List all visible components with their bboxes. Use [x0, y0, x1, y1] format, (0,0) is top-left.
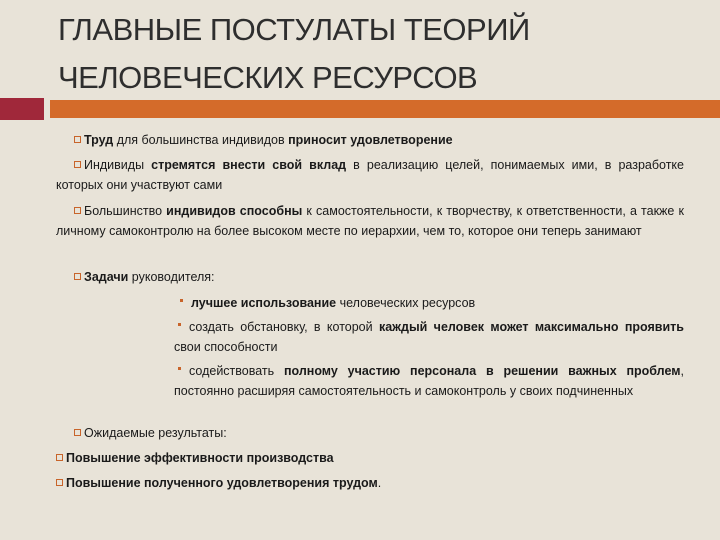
- title-line-2: ЧЕЛОВЕЧЕСКИХ РЕСУРСОВ: [58, 60, 478, 95]
- slide-content: [56, 128, 684, 493]
- result-item-2: Повышение полученного удовлетворения трудом.: [56, 473, 684, 493]
- square-bullet-icon: [74, 161, 81, 168]
- square-bullet-icon: [56, 454, 63, 461]
- dot-bullet-icon: [178, 323, 181, 326]
- accent-bar-red: [0, 98, 44, 120]
- title-line-1: ГЛАВНЫЕ ПОСТУЛАТЫ ТЕОРИЙ: [58, 12, 530, 47]
- bullet-results: Ожидаемые результаты:: [56, 423, 684, 443]
- square-bullet-icon: [74, 429, 81, 436]
- dot-bullet-icon: [178, 367, 181, 370]
- task-item-1: лучшее использование человеческих ресурсов: [174, 293, 684, 313]
- square-bullet-icon: [74, 273, 81, 280]
- square-bullet-icon: [74, 207, 81, 214]
- task-item-2: создать обстановку, в которой каждый человек может максимально проявить свои способности: [174, 320, 684, 354]
- dot-bullet-icon: [180, 299, 183, 302]
- square-bullet-icon: [56, 479, 63, 486]
- accent-bar-orange: [50, 100, 720, 118]
- bullet-majority: Большинство индивидов способны к самостоятельности, к творчеству, к ответственности, а также к личному самоконтролю на более высоком месте по иерархии, чем то, которое они теперь занимают: [56, 204, 684, 238]
- bullet-individuals: Индивиды стремятся внести свой вклад в реализацию целей, понимаемых ими, в разработке которых они участвуют сами: [56, 158, 684, 192]
- bullet-labor: Труд для большинства индивидов приносит удовлетворение: [56, 130, 684, 150]
- square-bullet-icon: [74, 136, 81, 143]
- result-item-1: Повышение эффективности производства: [56, 448, 684, 468]
- slide-title: [58, 6, 698, 102]
- bullet-tasks: Задачи руководителя:: [56, 267, 684, 287]
- task-item-3: содействовать полному участию персонала в решении важных проблем, постоянно расширяя самостоятельность и самоконтроль у своих подчиненных: [174, 364, 684, 398]
